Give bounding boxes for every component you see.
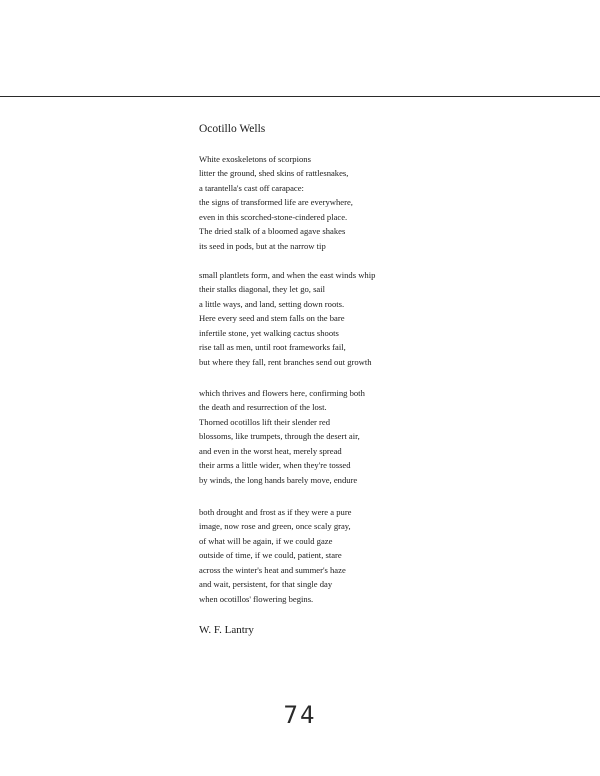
poem-line: outside of time, if we could, patient, stare: [199, 550, 342, 561]
poem-line: of what will be again, if we could gaze: [199, 535, 333, 546]
page-number: 74: [283, 701, 317, 729]
poem-title: Ocotillo Wells: [199, 123, 266, 135]
poem-line: image, now rose and green, once scaly gray,: [199, 521, 351, 532]
poem-line: Here every seed and stem falls on the bare: [199, 313, 345, 324]
poem-line: a little ways, and land, setting down roots.: [199, 298, 345, 309]
poem-line: and even in the worst heat, merely spread: [199, 445, 342, 456]
poem-line: a tarantella's cast off carapace:: [199, 182, 304, 193]
poem-line: and wait, persistent, for that single day: [199, 579, 333, 590]
poem-line: when ocotillos' flowering begins.: [199, 593, 314, 604]
poem-author: W. F. Lantry: [199, 624, 254, 636]
poem-line: both drought and frost as if they were a pure: [199, 507, 352, 517]
poem-line: its seed in pods, but at the narrow tip: [199, 240, 326, 251]
poem-line: but where they fall, rent branches send out growth: [199, 356, 372, 367]
poem-line: the signs of transformed life are everywhere,: [199, 197, 353, 208]
poem-line: small plantlets form, and when the east winds whip: [199, 270, 376, 280]
poem-line: even in this scorched-stone-cindered place.: [199, 211, 348, 222]
poem-line: which thrives and flowers here, confirming both: [199, 388, 365, 398]
poem-line: White exoskeletons of scorpions: [199, 154, 311, 164]
header-rule: [0, 96, 600, 97]
stanza-2: [199, 268, 375, 369]
poem-line: the death and resurrection of the lost.: [199, 402, 327, 413]
poem-line: Thorned ocotillos lift their slender red: [199, 416, 331, 427]
poem-line: across the winter's heat and summer's haze: [199, 564, 346, 575]
poem-line: their arms a little wider, when they're tossed: [199, 460, 351, 471]
poem-line: The dried stalk of a bloomed agave shakes: [199, 226, 346, 237]
poem-line: by winds, the long hands barely move, endure: [199, 474, 358, 485]
poem-line: litter the ground, shed skins of rattlesnakes,: [199, 168, 349, 179]
poem-line: infertile stone, yet walking cactus shoots: [199, 327, 339, 338]
poem-line: blossoms, like trumpets, through the desert air,: [199, 431, 360, 442]
stanza-1: [199, 152, 353, 253]
poem-line: their stalks diagonal, they let go, sail: [199, 284, 326, 295]
stanza-3: [199, 386, 365, 487]
stanza-4: [199, 505, 352, 606]
poem-line: rise tall as men, until root frameworks fail,: [199, 342, 346, 353]
